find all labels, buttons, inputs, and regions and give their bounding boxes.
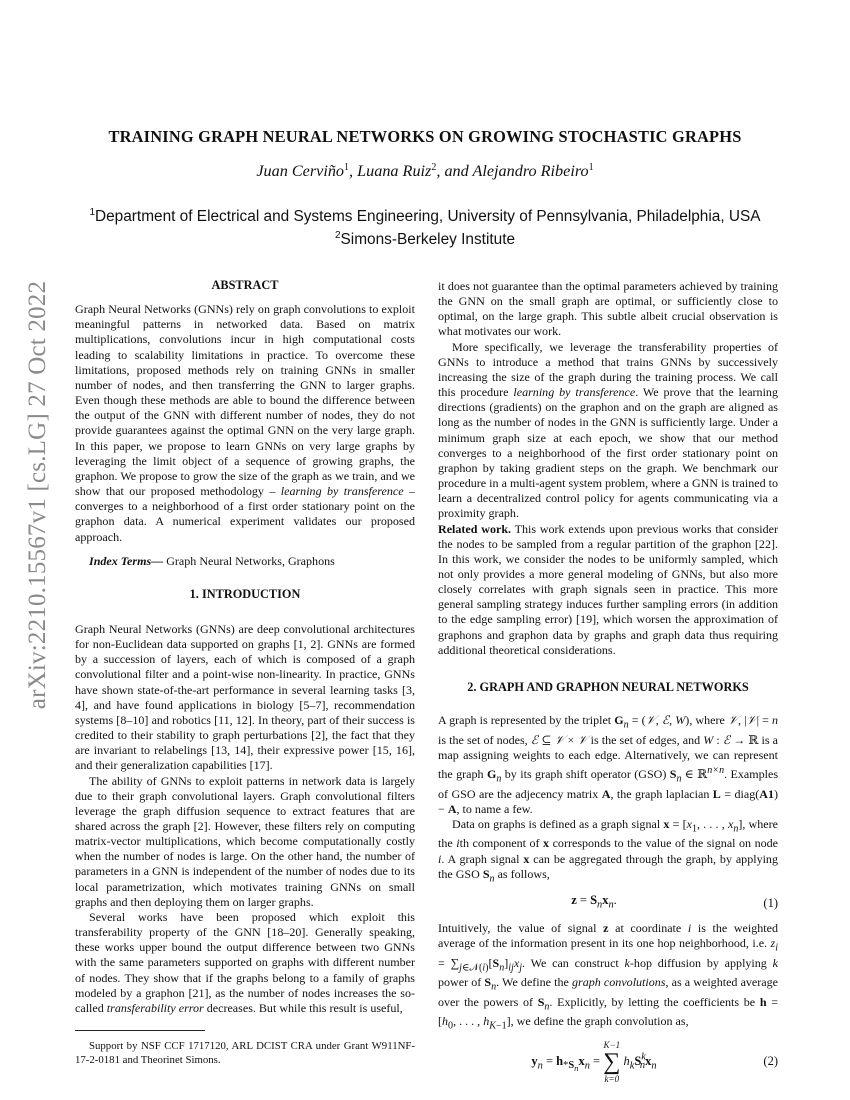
affiliation-line: $^1$Department of Electrical and Systems Engineering, University of Pennsylvania, Philadelphia, USA bbox=[89, 207, 761, 225]
author-name: Alejandro Ribeiro bbox=[472, 162, 589, 180]
equation-number: (2) bbox=[763, 1054, 778, 1069]
body-paragraph: it does not guarantee than the optimal parameters achieved by training the GNN on the small graph are optimal, or sufficiently close to optimal, on the large graph. This subtle albeit crucial observation is what motivates our work. bbox=[438, 279, 778, 339]
left-column bbox=[75, 278, 415, 1067]
authors: Juan Cerviño$^1$, Luana Ruiz$^2$, and Alejandro Ribeiro$^1$ bbox=[256, 162, 594, 180]
arxiv-stamp bbox=[8, 280, 68, 710]
intro-paragraph: Graph Neural Networks (GNNs) are deep convolutional architectures for non-Euclidean data supported on graphs [1, 2]. GNNs are formed by a succession of layers, each of which is composed of a graph convolutional filter and a point-wise non-linearity. In practice, GNNs have shown state-of-the-art performance in several learning tasks [3, 4], and have found applications in biology [5–7], recommendation systems [8–10] and robotics [11, 12]. In theory, part of their success is credited to their stability to graph perturbations [2], the fact that they are invariant to relabelings [13, 14], their expressive power [15, 16], and their generalization capabilities [17]. bbox=[75, 621, 415, 773]
section2-heading: 2. GRAPH AND GRAPHON NEURAL NETWORKS bbox=[467, 679, 749, 694]
right-column bbox=[438, 279, 778, 1084]
affiliations bbox=[75, 203, 775, 249]
intro-paragraph: The ability of GNNs to exploit patterns in network data is largely due to their graph convolutional layers. Graph convolutional filters leverage the graph diffusion sequence to extract features that are shared across the graph [2]. However, these filters rely on computing matrix-vector multiplications, which become computationally costly when the number of nodes is large. On the other hand, the number of parameters in a GNN is independent of the number of nodes due to its local parametrization, which motivates training GNNs on small graphs and then deploying them on larger graphs. bbox=[75, 773, 415, 909]
related-work-paragraph: Related work. This work extends upon previous works that consider the nodes to be sampled from a regular partition of the graphon [22]. In this work, we consider the nodes to be uniformly sampled, which not only provides a more general modeling of GNNs, but also more closely correlates with graph signals seen in practice. This more general sampling strategy induces further sampling errors (in addition to the edge sampling error) [19], which worsen the approximation of graphons and graphon data by graphs and graph data thus requiring additional theoretical considerations. bbox=[438, 521, 778, 657]
author-name: Juan Cerviño bbox=[256, 162, 345, 180]
affiliation-line: $^2$Simons-Berkeley Institute bbox=[334, 230, 516, 248]
intro-paragraph: Several works have been proposed which exploit this transferability property of the GNN [18–20]. Generally speaking, these works upper bound the output difference between two GNNs with the same parameters supported on graphs with different number of nodes. They show that if the graphs belong to a family of graphs modeled by a graphon [21], as the number of nodes increases the so-called transferability error decreases. But while this result is useful, bbox=[75, 909, 415, 1015]
abstract-text: Graph Neural Networks (GNNs) rely on graph convolutions to exploit meaningful patterns in networked data. Based on matrix multiplications, convolutions incur in high computational costs leading to scalability limitations in practice. To overcome these limitations, proposed methods rely on training GNNs in smaller number of nodes, and then transferring the GNN to larger graphs. Even though these methods are able to bound the difference between the output of the GNN with different number of nodes, they do not provide guarantees against the optimal GNN on the very large graph. In this paper, we propose to learn GNNs on very large graphs by leveraging the limit object of a sequence of growing graphs, the graphon. We propose to grow the size of the graph as we train, and we show that our proposed methodology – learning by transference – converges to a neighborhood of a first order stationary point on the graphon data. A numerical experiment validates our proposed approach. bbox=[75, 302, 415, 544]
paper-title: TRAINING GRAPH NEURAL NETWORKS ON GROWING STOCHASTIC GRAPHS bbox=[108, 127, 742, 146]
equation-1: $z = S_nx_n$. (1) bbox=[571, 893, 778, 911]
author-affiliation-mark: 1 bbox=[588, 162, 594, 173]
arxiv-stamp-text: arXiv:2210.15567v1 [cs.LG] 27 Oct 2022 bbox=[24, 280, 51, 710]
body-paragraph: More specifically, we leverage the transferability properties of GNNs to introduce a method that trains GNNs by successively increasing the size of the graph during the training process. We call this procedure learning by transference. We prove that the learning directions (gradients) on the graphon and on the graph are aligned as long as the number of nodes in the GNN is sufficiently large. Under a minimum graph size at each epoch, we show that our method converges to a neighborhood of the first order stationary point on graphon by taking gradient steps on the graph. We benchmark our procedure in a multi-agent system problem, where a GNN is trained to learn a decentralized control policy for agents communicating via a proximity graph. bbox=[438, 339, 778, 521]
intro-heading: 1. INTRODUCTION bbox=[189, 586, 301, 601]
index-terms: Index Terms— Graph Neural Networks, Graphons bbox=[89, 553, 335, 568]
author-affiliation-mark: 2 bbox=[431, 162, 437, 173]
footnote: Support by NSF CCF 1717120, ARL DCIST CRA under Grant W911NF-17-2-0181 and Theorinet Simons. bbox=[75, 1040, 415, 1067]
section2-paragraph: A graph is represented by the triplet $G_n$ = (𝒱, ℰ, W), where 𝒱, |𝒱| = n is the set of nodes, ℰ ⊆ 𝒱 × 𝒱 is the set of edges, and W : ℰ → ℝ is a map assigning weights to each edge. Alternatively, we can represent the graph $G_n$ by its graph shift operator (GSO) $S_n$ ∈ ℝ$^{n\times n}$. Examples of GSO are the adjecency matrix A, the graph laplacian L = diag(A1) − A, to name a few. bbox=[438, 713, 779, 816]
abstract-heading: ABSTRACT bbox=[211, 278, 279, 292]
equation-number: (1) bbox=[763, 895, 778, 910]
section2-paragraph: Data on graphs is defined as a graph signal $x = [x_1$, . . . , $x_n$], where the ith component of x corresponds to the value of the signal on node i. A graph signal x can be aggregated through the graph, by applying the GSO $S_n$ as follows, bbox=[438, 816, 778, 885]
section2-paragraph: Intuitively, the value of signal z at coordinate i is the weighted average of the information present in its one hop neighborhood, i.e. $z_i = \sum_{j\in 𝒩(i)}[S_n]_{ij}x_j$. We can construct k-hop diffusion by applying k power of $S_n$. We define the graph convolutions, as a weighted average over the powers of $S_n$. Explicitly, by letting the coefficients be $h = [h_0$, . . . , $h_{K-1}$], we define the graph convolution as, bbox=[438, 920, 779, 1032]
author-affiliation-mark: 1 bbox=[344, 162, 350, 173]
equation-2: $y_n = h_{*S_n}x_n$ = K−1 ∑ k=0 $h_kS^k_nx_n$ (2) bbox=[531, 1039, 778, 1084]
author-name: Luana Ruiz bbox=[357, 162, 432, 180]
